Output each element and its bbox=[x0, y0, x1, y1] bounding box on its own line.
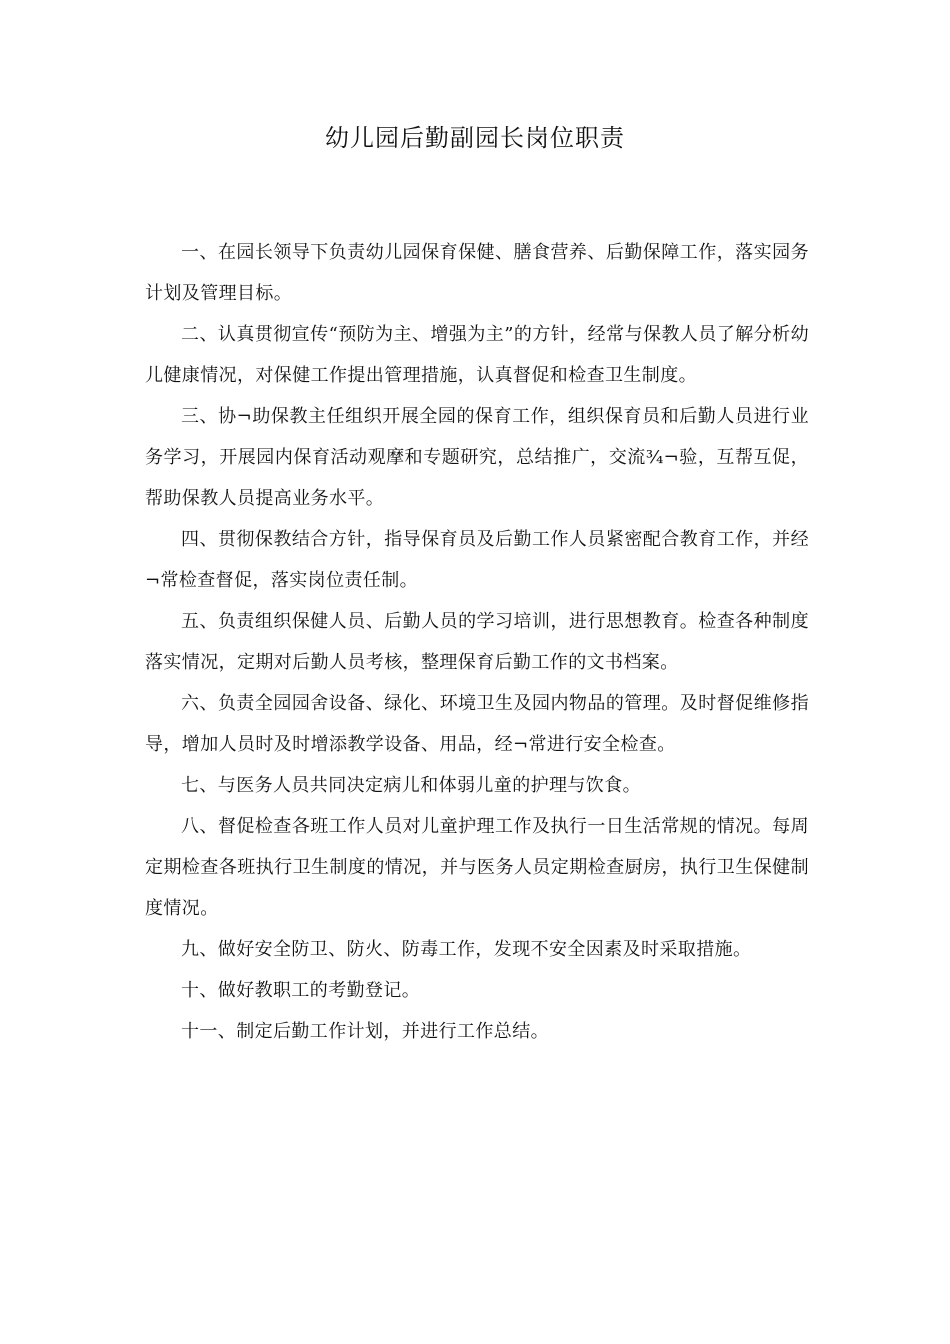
paragraph-3: 三、协¬助保教主任组织开展全园的保育工作，组织保育员和后勤人员进行业务学习，开展园内保育活动观摩和专题研究，总结推广，交流¾¬验，互帮互促，帮助保教人员提高业务水平。 bbox=[145, 406, 809, 509]
paragraph-6: 六、负责全园园舍设备、绿化、环境卫生及园内物品的管理。及时督促维修指导，增加人员时及时增添教学设备、用品，经¬常进行安全检查。 bbox=[145, 693, 809, 755]
paragraph-7: 七、与医务人员共同决定病儿和体弱儿童的护理与饮食。 bbox=[181, 775, 641, 796]
paragraph-8: 八、督促检查各班工作人员对儿童护理工作及执行一日生活常规的情况。每周定期检查各班执行卫生制度的情况，并与医务人员定期检查厨房，执行卫生保健制度情况。 bbox=[145, 816, 809, 919]
paragraph-9: 九、做好安全防卫、防火、防毒工作，发现不安全因素及时采取措施。 bbox=[181, 939, 752, 960]
page-title: 幼儿园后勤副园长岗位职责 bbox=[325, 124, 625, 152]
paragraph-4: 四、贯彻保教结合方针，指导保育员及后勤工作人员紧密配合教育工作，并经¬常检查督促，落实岗位责任制。 bbox=[145, 529, 809, 591]
paragraph-2: 二、认真贯彻宣传“预防为主、增强为主”的方针，经常与保教人员了解分析幼儿健康情况，对保健工作提出管理措施，认真督促和检查卫生制度。 bbox=[145, 324, 809, 386]
paragraph-10: 十、做好教职工的考勤登记。 bbox=[181, 980, 421, 1001]
paragraph-5: 五、负责组织保健人员、后勤人员的学习培训，进行思想教育。检查各种制度落实情况，定期对后勤人员考核，整理保育后勤工作的文书档案。 bbox=[145, 611, 809, 673]
paragraph-11: 十一、制定后勤工作计划，并进行工作总结。 bbox=[181, 1021, 549, 1042]
document-body bbox=[145, 232, 809, 1052]
paragraph-1: 一、在园长领导下负责幼儿园保育保健、膳食营养、后勤保障工作，落实园务计划及管理目标。 bbox=[145, 242, 809, 304]
